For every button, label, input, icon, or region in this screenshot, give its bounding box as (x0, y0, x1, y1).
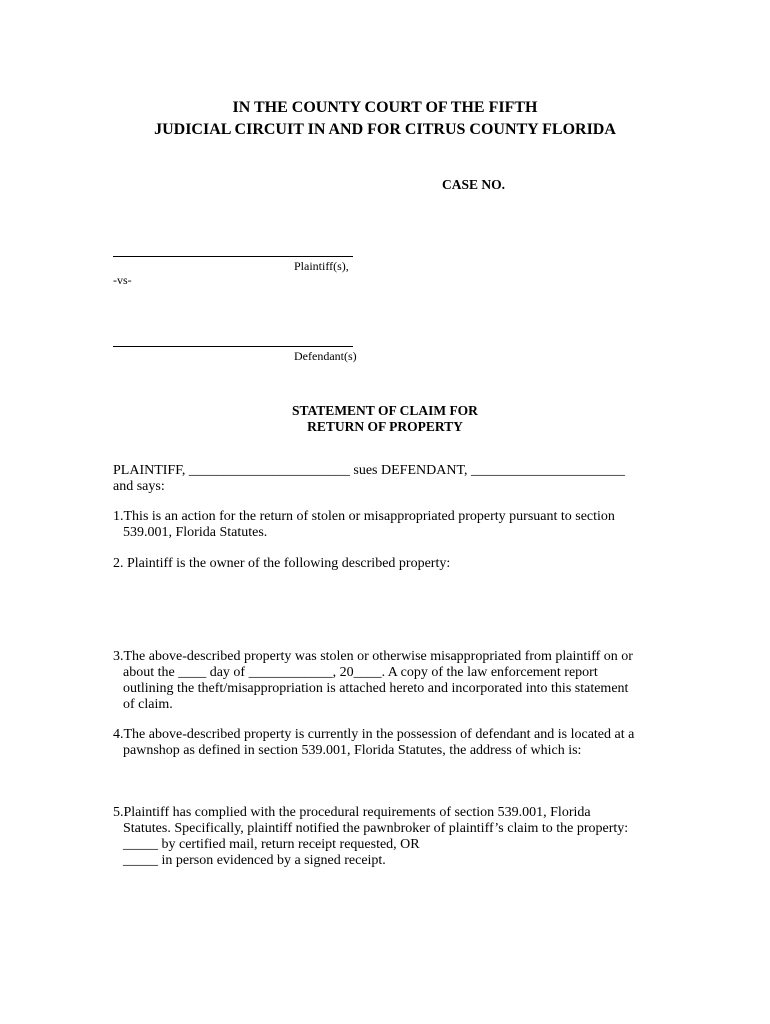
paragraph-3-line-1: 3.The above-described property was stolen or otherwise misappropriated from plaintiff on or (113, 649, 633, 664)
paragraph-5-line-2: Statutes. Specifically, plaintiff notified the pawnbroker of plaintiff’s claim to the property: (123, 821, 629, 836)
paragraph-3-line-2: about the ____ day of ____________, 20____. A copy of the law enforcement report (123, 665, 598, 680)
document-title-line-2: RETURN OF PROPERTY (307, 419, 463, 434)
paragraph-5-line-3: _____ by certified mail, return receipt requested, OR (123, 837, 420, 852)
case-no-label: CASE NO. (442, 177, 506, 192)
defendant-label: Defendant(s) (294, 349, 357, 363)
paragraph-3-line-4: of claim. (123, 697, 173, 712)
court-header-line-2: JUDICIAL CIRCUIT IN AND FOR CITRUS COUNTY FLORIDA (154, 121, 616, 138)
paragraph-3-line-3: outlining the theft/misappropriation is attached hereto and incorporated into this statement (123, 681, 629, 696)
paragraph-1-line-1: 1.This is an action for the return of stolen or misappropriated property pursuant to section (113, 509, 615, 524)
plaintiff-label: Plaintiff(s), (294, 259, 349, 273)
paragraph-2-line-1: 2. Plaintiff is the owner of the following described property: (113, 556, 451, 571)
intro-line-1: PLAINTIFF, _______________________ sues DEFENDANT, ______________________ (113, 463, 625, 478)
paragraph-4-line-1: 4.The above-described property is currently in the possession of defendant and is located at a (113, 727, 635, 742)
paragraph-1-line-2: 539.001, Florida Statutes. (123, 525, 268, 540)
plaintiff-signature-line (113, 256, 353, 257)
document-title-line-1: STATEMENT OF CLAIM FOR (292, 403, 478, 418)
paragraph-5-line-1: 5.Plaintiff has complied with the procedural requirements of section 539.001, Florida (113, 805, 591, 820)
paragraph-5-line-4: _____ in person evidenced by a signed receipt. (123, 853, 386, 868)
versus-label: -vs- (113, 273, 132, 287)
court-header-line-1: IN THE COUNTY COURT OF THE FIFTH (232, 99, 538, 116)
defendant-signature-line (113, 346, 353, 347)
intro-line-2: and says: (113, 479, 165, 494)
paragraph-4-line-2: pawnshop as defined in section 539.001, Florida Statutes, the address of which is: (123, 743, 582, 758)
